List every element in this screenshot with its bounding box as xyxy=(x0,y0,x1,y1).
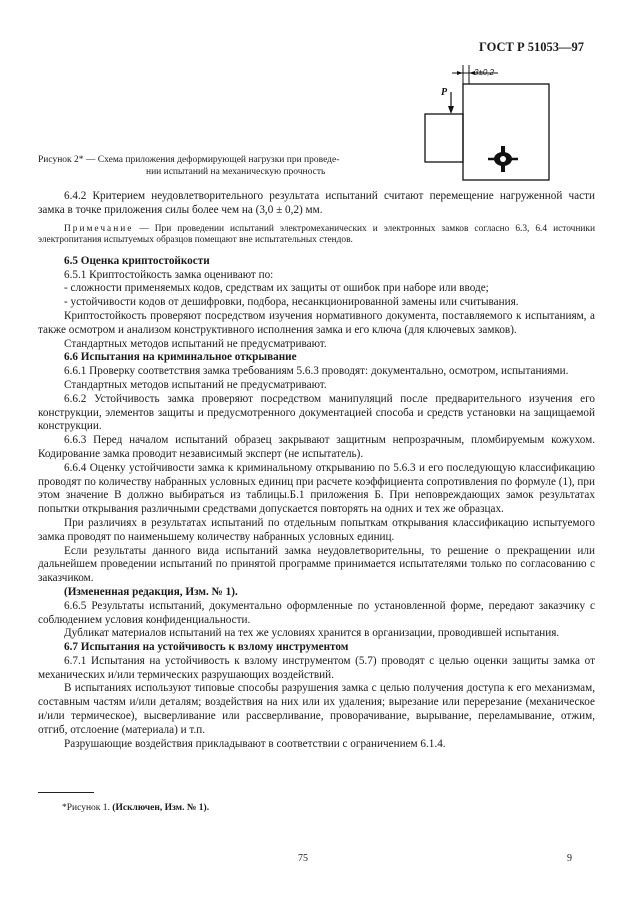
document-body xyxy=(38,190,595,751)
footnote-text: *Рисунок 1. xyxy=(62,803,113,813)
paragraph-6-6-1: 6.6.1 Проверку соответствия замка требованиям 5.6.3 проводят: документально, осмотром, испытаниями. xyxy=(64,365,569,378)
paragraph: Стандартных методов испытаний не предусматривают. xyxy=(64,337,327,350)
paragraph-6-4-2: 6.4.2 Критерием неудовлетворительного результата испытаний считают перемещение нагруженной части замка в точке приложения силы более чем на (3,0 ± 0,2) мм. xyxy=(38,190,595,216)
note xyxy=(38,224,595,247)
paragraph-6-6-3: 6.6.3 Перед началом испытаний образец закрывают защитным непрозрачным, пломбируемым кожухом. Кодирование замка проводит независимый эксперт (не испытатель). xyxy=(38,434,595,460)
footnote-divider xyxy=(38,792,94,793)
paragraph: Стандартных методов испытаний не предусматривают. xyxy=(64,378,327,391)
paragraph: Криптостойкость проверяют посредством изучения нормативного документа, поставляемого к испытаниям, а также осмотром и анализом конструктивного исполнения замка и его ключа (для ключевых замков). xyxy=(38,309,595,336)
caption-line-1: Рисунок 2* — Схема приложения деформирующей нагрузки при проведе- xyxy=(38,155,340,165)
amendment-note: (Измененная редакция, Изм. № 1). xyxy=(64,585,238,598)
figure-caption xyxy=(38,154,408,178)
heading-6-5: 6.5 Оценка криптостойкости xyxy=(64,254,210,267)
paragraph: В испытаниях используют типовые способы разрушения замка с целью получения доступа к его механизмам, составным частям и/или деталям; воздействия на них или их удаления; вырезание или перерезание (механическое и/или термическое), высверливание или рассверливание, проворачивание, вырывание, переламывание, отжим, отгиб, отслоение (материала) и т.п. xyxy=(38,682,595,736)
page-number-center: 75 xyxy=(298,853,308,864)
paragraph: Дубликат материалов испытаний на тех же условиях хранится в организации, проводившей испытания. xyxy=(64,627,560,640)
lock-body xyxy=(463,84,549,180)
paragraph-6-5-1: 6.5.1 Криптостойкость замка оценивают по: xyxy=(64,268,274,281)
paragraph: Если результаты данного вида испытаний замка неудовлетворительны, то решение о прекращении или дальнейшем проведении испытаний по принятой программе принимается испытателями только по согласованию с заказчиком. xyxy=(38,544,595,585)
load-diagram xyxy=(408,62,554,182)
note-label: Примечание xyxy=(64,223,134,234)
caption-line-2: нии испытаний на механическую прочность xyxy=(146,167,326,177)
heading-6-6: 6.6 Испытания на криминальное открывание xyxy=(64,351,297,364)
paragraph-6-6-4: 6.6.4 Оценку устойчивости замка к криминальному открыванию по 5.6.3 и его последующую классификацию проводят по количеству набранных условных единиц при расчете коэффициента сопротивления по формуле (1), при этом значение В должно выбираться из таблицы.Б.1 приложения Б. При неповреждающих замок результатах попытки открывания различными средствами допускается повторять на одних и тех же образцах. xyxy=(38,461,595,516)
page-number-right: 9 xyxy=(567,853,572,864)
note-text: — При проведении испытаний электромеханических и электронных замков согласно 6.3, 6.4 источники электропитания испытуемых образцов помещают вне испытательных стендов. xyxy=(38,223,595,246)
dimension-label: 3±0,2 xyxy=(474,68,494,77)
footnote-bold: (Исключен, Изм. № 1). xyxy=(112,803,210,813)
footnote xyxy=(62,803,209,813)
paragraph-6-7-1: 6.7.1 Испытания на устойчивость к взлому инструментом (5.7) проводят с целью оценки защиты замка от механических и/или термических разрушающих воздействий. xyxy=(38,654,595,681)
heading-6-7: 6.7 Испытания на устойчивость к взлому инструментом xyxy=(64,641,349,654)
paragraph: Разрушающие воздействия прикладывают в соответствии с ограничением 6.1.4. xyxy=(64,737,446,750)
list-item: - сложности применяемых кодов, средствам их защиты от ошибок при наборе или вводе; xyxy=(64,282,489,295)
paragraph-6-6-2: 6.6.2 Устойчивость замка проверяют посредством манипуляций после предварительного изучения его конструкции, элементов защиты и предусмотренного документацией способа и средств установки на защищаемой конструкции. xyxy=(38,392,595,433)
fixture-block xyxy=(425,114,463,162)
list-item: - устойчивости кодов от дешифровки, подбора, несанкционированной замены или считывания. xyxy=(64,296,519,309)
force-label: Р xyxy=(441,87,448,98)
standard-header: ГОСТ Р 51053—97 xyxy=(478,40,584,54)
paragraph: При различиях в результатах испытаний по отдельным попыткам открывания классификацию испытуемого замка проводят по наименьшему количеству набранных условных единиц. xyxy=(38,516,595,543)
paragraph-6-6-5: 6.6.5 Результаты испытаний, документально оформленные по установленной форме, передают заказчику с соблюдением условия конфиденциальности. xyxy=(38,599,595,626)
force-arrow-icon xyxy=(448,106,454,114)
cylinder-icon xyxy=(488,146,518,172)
